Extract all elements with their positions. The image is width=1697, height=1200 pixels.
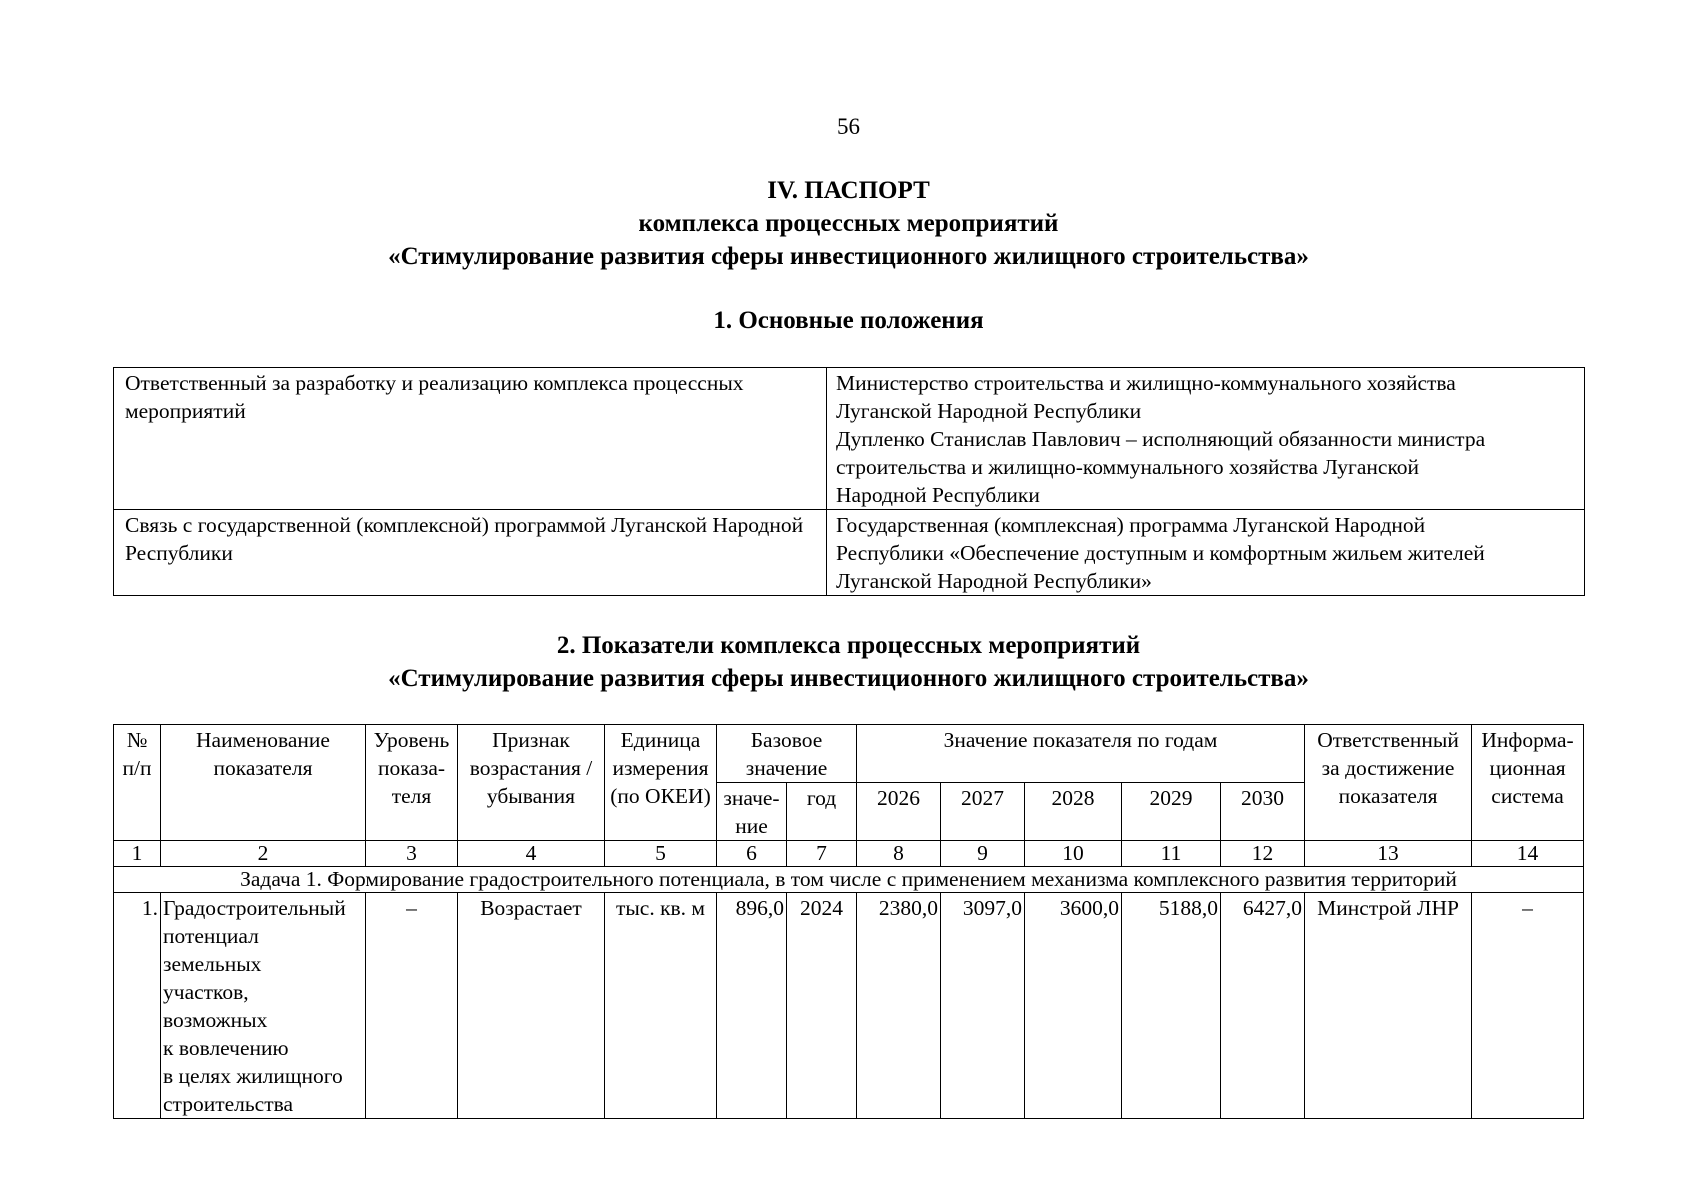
title-line-2: комплекса процессных мероприятий (638, 210, 1059, 237)
value-2027: 3097,0 (941, 893, 1025, 1119)
value-2030: 6427,0 (1221, 893, 1305, 1119)
header-year: 2027 (941, 783, 1025, 841)
column-number: 12 (1221, 841, 1305, 867)
task-row (114, 867, 1584, 893)
header-year: 2026 (857, 783, 941, 841)
base-value: 896,0 (717, 893, 787, 1119)
header-year: 2029 (1122, 783, 1221, 841)
row-num: 1. (114, 893, 161, 1119)
column-number: 7 (787, 841, 857, 867)
text-line: Градостроительный (163, 896, 346, 920)
header-base: Базовое значение (717, 725, 857, 783)
section2-heading-line-2: «Стимулирование развития сферы инвестиционного жилищного строительства» (388, 665, 1309, 692)
responsible-value (827, 368, 1585, 510)
text-line: потенциал (163, 924, 259, 948)
column-number: 9 (941, 841, 1025, 867)
indicator-level: – (366, 893, 458, 1119)
section1-heading: 1. Основные положения (713, 307, 984, 334)
title-line-1: IV. ПАСПОРТ (767, 177, 930, 204)
table-row (114, 368, 1585, 510)
title-line-3: «Стимулирование развития сферы инвестиционного жилищного строительства» (388, 243, 1309, 270)
header-name: Наименование показателя (161, 725, 366, 841)
text-line: возможных (163, 1008, 268, 1032)
text-line: участков, (163, 980, 249, 1004)
text-line: строительства (163, 1092, 294, 1116)
base-year: 2024 (787, 893, 857, 1119)
column-number: 8 (857, 841, 941, 867)
text-line: земельных (163, 952, 262, 976)
text-line: к вовлечению (163, 1036, 289, 1060)
text-line: в целях жилищного (163, 1064, 343, 1088)
column-number: 14 (1472, 841, 1584, 867)
header-values-by-year: Значение показателя по годам (857, 725, 1305, 783)
header-level: Уровень показа-теля (366, 725, 458, 841)
header-year: 2028 (1025, 783, 1122, 841)
header-base-year: год (787, 783, 857, 841)
info-system: – (1472, 893, 1584, 1119)
indicator-sign: Возрастает (458, 893, 605, 1119)
column-number: 4 (458, 841, 605, 867)
column-number: 13 (1305, 841, 1472, 867)
column-number: 2 (161, 841, 366, 867)
responsible-label: Ответственный за разработку и реализацию комплекса процессных мероприятий (114, 368, 827, 510)
column-number: 11 (1122, 841, 1221, 867)
section2-heading (0, 629, 1697, 695)
main-provisions-table (113, 367, 1585, 596)
section2-heading-line-1: 2. Показатели комплекса процессных мероприятий (556, 632, 1141, 659)
value-2028: 3600,0 (1025, 893, 1122, 1119)
header-num: № п/п (114, 725, 161, 841)
text-line: Луганской Народной Республики (836, 399, 1142, 423)
text-line: строительства и жилищно-коммунального хозяйства Луганской (836, 455, 1420, 479)
text-line: Республики «Обеспечение доступным и комфортным жильем жителей (836, 541, 1485, 565)
task-title: Задача 1. Формирование градостроительного потенциала, в том числе с применением механизма комплексного развития территорий (114, 867, 1584, 893)
column-number: 6 (717, 841, 787, 867)
text-line: Министерство строительства и жилищно-коммунального хозяйства (836, 371, 1456, 395)
table-row (114, 893, 1584, 1119)
text-line: Государственная (комплексная) программа Луганской Народной (836, 513, 1426, 537)
indicator-unit: тыс. кв. м (605, 893, 717, 1119)
header-unit: Единица измерения (по ОКЕИ) (605, 725, 717, 841)
table-row (114, 510, 1585, 596)
column-number: 3 (366, 841, 458, 867)
column-number: 5 (605, 841, 717, 867)
value-2029: 5188,0 (1122, 893, 1221, 1119)
document-title (0, 174, 1697, 273)
header-row (114, 725, 1584, 783)
indicators-table (113, 724, 1584, 1119)
text-line: Дупленко Станислав Павлович – исполняющий обязанности министра (836, 427, 1486, 451)
page-number: 56 (837, 114, 860, 139)
column-number: 1 (114, 841, 161, 867)
header-responsible: Ответственный за достижение показателя (1305, 725, 1472, 841)
program-link-value (827, 510, 1585, 596)
value-2026: 2380,0 (857, 893, 941, 1119)
text-line: Луганской Народной Республики» (836, 569, 1152, 593)
program-link-label: Связь с государственной (комплексной) программой Луганской Народной Республики (114, 510, 827, 596)
responsible-body: Минстрой ЛНР (1305, 893, 1472, 1119)
column-number: 10 (1025, 841, 1122, 867)
column-number-row (114, 841, 1584, 867)
text-line: Народной Республики (836, 483, 1040, 507)
indicator-name (161, 893, 366, 1119)
header-info-system: Информа-ционная система (1472, 725, 1584, 841)
header-year: 2030 (1221, 783, 1305, 841)
header-base-value: значе-ние (717, 783, 787, 841)
header-sign: Признак возрастания / убывания (458, 725, 605, 841)
